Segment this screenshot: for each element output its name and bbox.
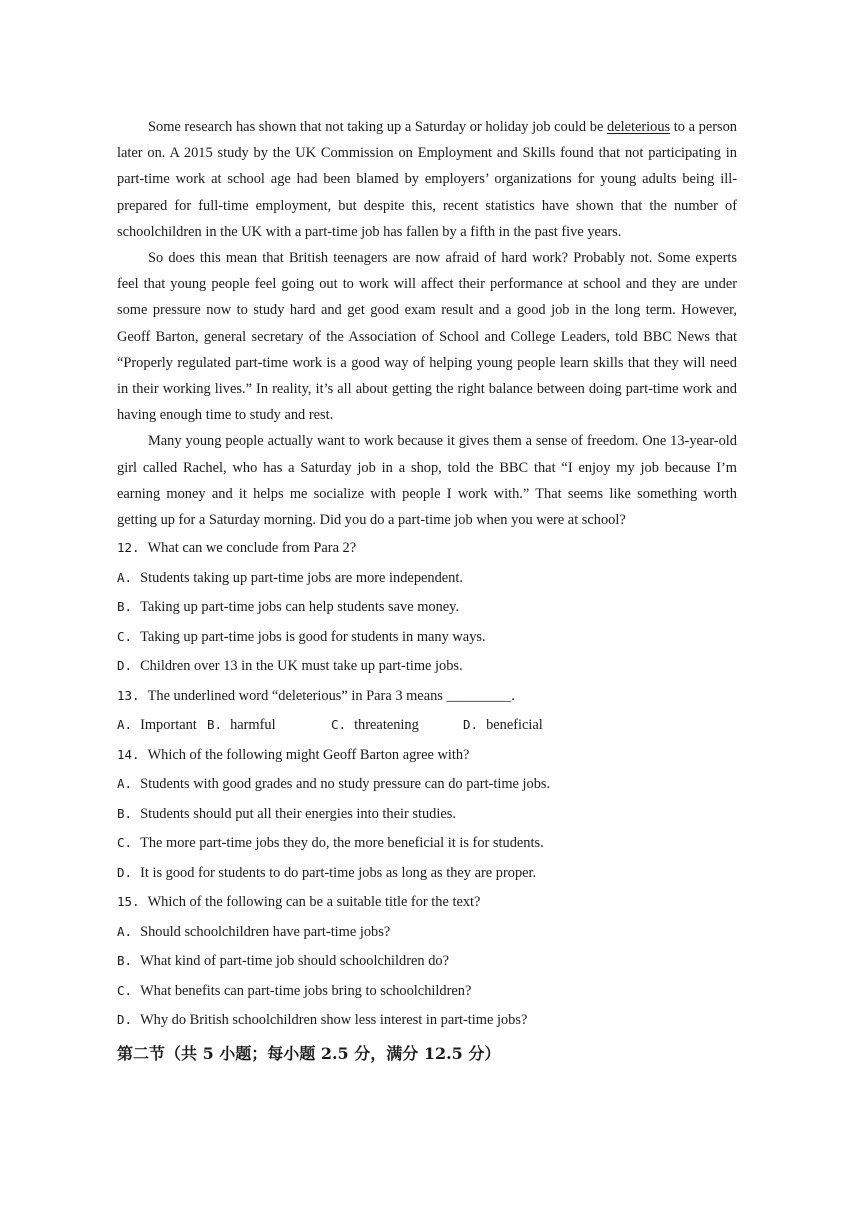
option-a[interactable] [117,563,737,593]
underlined-word-deleterious: deleterious [607,119,671,135]
option-text: beneficial [486,717,543,734]
reading-passage [117,114,737,533]
question-stem [117,887,737,917]
question-stem [117,681,737,711]
option-label: C. [117,982,133,998]
option-label: C. [117,835,133,851]
option-text: What kind of part-time job should schoolchildren do? [140,953,449,970]
option-b[interactable] [117,946,737,976]
option-d[interactable] [463,710,583,741]
option-label: B. [117,599,133,615]
option-text: Children over 13 in the UK must take up part-time jobs. [140,658,463,675]
option-text: Students with good grades and no study pressure can do part-time jobs. [140,776,551,793]
option-label: A. [117,776,133,792]
option-label: A. [117,923,133,939]
exam-page [117,114,737,1069]
option-text: The more part-time jobs they do, the more beneficial it is for students. [140,835,544,852]
option-c[interactable] [117,976,737,1006]
option-c[interactable] [117,622,737,652]
question-number: 12. [117,540,140,556]
question-14 [117,740,737,888]
option-label: B. [207,717,223,733]
question-text: The underlined word “deleterious” in Para 3 means _________. [147,687,515,704]
option-d[interactable] [117,1005,737,1035]
option-d[interactable] [117,858,737,888]
option-a[interactable] [117,917,737,947]
question-stem [117,533,737,563]
question-text: What can we conclude from Para 2? [147,540,357,557]
section-2-heading: 第二节（共 5 小题；每小题 2.5 分，满分 12.5 分） [117,1043,501,1063]
question-text: Which of the following might Geoff Barton agree with? [147,746,470,763]
option-label: B. [117,953,133,969]
option-c[interactable] [331,710,463,741]
option-c[interactable] [117,828,737,858]
option-label: A. [117,569,133,585]
question-number: 15. [117,894,140,910]
para1-text-end: to a person later on. A 2015 study by the UK Commission on Employment and Skills found that not participating in part-time work at school age had been blamed by employers’ organizations for young adults being ill-prepared for full-time employment, but despite this, recent statistics have shown that the number of schoolchildren in the UK with a part-time job has fallen by a fifth in the past five years. [117,119,737,240]
option-text: threatening [354,717,419,734]
option-label: C. [331,717,347,733]
question-13 [117,681,737,740]
question-stem [117,740,737,770]
option-text: Students taking up part-time jobs are more independent. [140,569,463,586]
option-a[interactable] [117,710,207,741]
option-label: B. [117,805,133,821]
option-b[interactable] [117,592,737,622]
option-text: Why do British schoolchildren show less interest in part-time jobs? [140,1012,528,1029]
passage-paragraph-1 [117,114,737,245]
inline-options [117,710,737,740]
passage-paragraph-2: So does this mean that British teenagers are now afraid of hard work? Probably not. Some experts feel that young people feel going out to work will affect their performance at school and they are under some pressure now to study hard and get good exam result and a good job in the long term. However, Geoff Barton, general secretary of the Association of School and College Leaders, told BBC News that “Properly regulated part-time work is a good way of helping young people learn skills that they will need in their working lives.” In reality, it’s all about getting the right balance between doing part-time work and having enough time to study and rest. [117,250,737,424]
option-a[interactable] [117,769,737,799]
para1-text-start: Some research has shown that not taking up a Saturday or holiday job could be [148,119,607,135]
option-text: Should schoolchildren have part-time jobs? [140,923,391,940]
option-text: It is good for students to do part-time jobs as long as they are proper. [140,864,537,881]
option-label: C. [117,628,133,644]
option-label: D. [463,717,479,733]
option-text: Taking up part-time jobs can help students save money. [140,599,460,616]
option-label: D. [117,658,133,674]
option-text: Students should put all their energies into their studies. [140,805,456,822]
option-text: harmful [230,717,276,734]
question-text: Which of the following can be a suitable title for the text? [147,894,481,911]
passage-paragraph-3: Many young people actually want to work because it gives them a sense of freedom. One 13-year-old girl called Rachel, who has a Saturday job in a shop, told the BBC that “I enjoy my job because I’m earning money and it helps me socialize with people I work with.” That seems like something worth getting up for a Saturday morning. Did you do a part-time job when you were at school? [117,433,737,529]
question-number: 14. [117,746,140,762]
option-d[interactable] [117,651,737,681]
option-text: What benefits can part-time jobs bring to schoolchildren? [140,982,472,999]
question-number: 13. [117,687,140,703]
question-12 [117,533,737,681]
option-b[interactable] [207,710,331,741]
question-15 [117,887,737,1035]
option-label: A. [117,717,133,733]
option-text: Taking up part-time jobs is good for students in many ways. [140,628,486,645]
option-text: Important [140,717,197,734]
option-label: D. [117,1012,133,1028]
option-label: D. [117,864,133,880]
option-b[interactable] [117,799,737,829]
